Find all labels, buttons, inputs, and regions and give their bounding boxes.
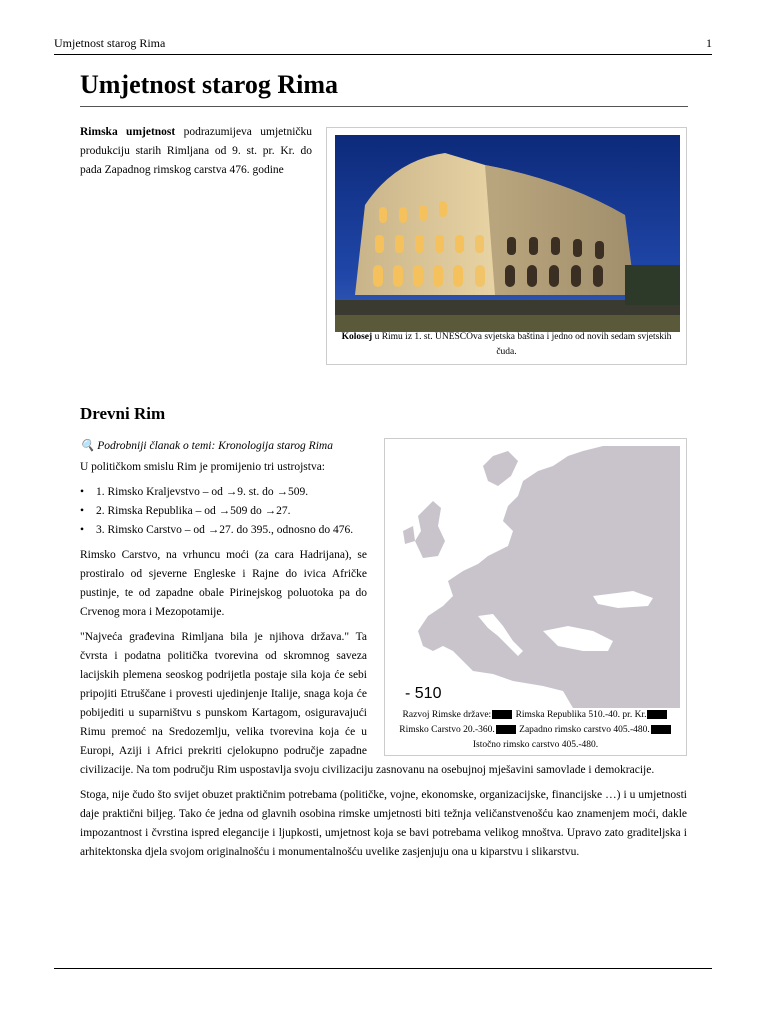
intro-text: podrazumijeva umjetničku produkciju starih Rimljana od 9. st. pr. Kr. do pada Zapadnog rimskog carstva 476. godine	[80, 126, 312, 176]
colosseum-figure	[326, 127, 687, 365]
colosseum-image[interactable]	[335, 135, 680, 332]
map-caption	[393, 708, 678, 753]
legend-swatch	[647, 710, 667, 719]
map-caption-part: Istočno rimsko carstvo 405.-480.	[472, 740, 599, 750]
map-caption-part: Razvoj Rimske države:	[402, 710, 492, 720]
list-item: • 1. Rimsko Kraljevstvo – od →9. st. do →509.	[96, 483, 687, 502]
map-year-label: - 510	[405, 685, 442, 702]
map-figure	[384, 438, 687, 756]
section-lead: U političkom smislu Rim je promijenio tri ustrojstva:	[80, 461, 326, 473]
map-caption-part: Rimska Republika 510.-40. pr. Kr.	[513, 710, 647, 720]
colosseum-caption-text: u Rimu iz 1. st. UNESCOva svjetska baština i jedno od novih sedam svjetskih čuda.	[372, 332, 672, 357]
list-item: • 2. Rimska Republika – od →509 do →27.	[96, 502, 687, 521]
list-item: • 3. Rimsko Carstvo – od →27. do 395., odnosno do 476.	[96, 521, 687, 540]
intro-bold-term[interactable]: Rimska umjetnost	[80, 126, 176, 138]
paragraph-empire-extent: Rimsko Carstvo, na vrhuncu moći (za cara Hadrijana), se prostiralo od sjeverne Engleske i Rajne do ivica Afričke pustinje, te od zapadne obale Pirinejskog poluotoka pa do Crvenog mora i Mezopotamije.	[80, 549, 367, 618]
europe-map-image[interactable]	[393, 446, 680, 708]
magnifier-icon: 🔍	[80, 440, 95, 452]
see-also-text[interactable]: Podrobniji članak o temi: Kronologija starog Rima	[97, 440, 333, 452]
footer-rule	[54, 968, 712, 969]
page-title: Umjetnost starog Rima	[80, 70, 688, 107]
map-caption-part: Zapadno rimsko carstvo 405.-480.	[516, 725, 650, 735]
legend-swatch	[651, 725, 671, 734]
paragraph-state: "Najveća građevina Rimljana bila je njihova država." Ta čvrsta i podatna politička tvorevina od skromnog saveza lacijskih plemena seoskog podrijetla postaje sila koja će sebi pripojiti Etruščane i provesti ujedinjenje Italije, snaga koja će pobijediti u suparništvu s punskom Kartagom, osiguravajući Rimu premoć na Sredozemlju, velika tvorevina koja će u Europi, Aziji i Africi prekriti cjelokupno područje zapadne civilizacije. Na tom području Rim uspostavlja svoju civilizaciju zasnovanu na osebujnoj mješavini samovlade i demokracije.	[80, 631, 655, 776]
running-header	[54, 36, 712, 55]
section-heading: Drevni Rim	[80, 404, 166, 423]
colosseum-caption	[335, 330, 678, 360]
map-caption-part: Rimsko Carstvo 20.-360.	[399, 725, 495, 735]
colosseum-caption-bold[interactable]: Kolosej	[341, 332, 373, 342]
paragraph-practical-art: Stoga, nije čudo što svijet obuzet praktičnim potrebama (političke, vojne, ekonomske, organizacijske, financijske …) i u umjetnosti daje praktični biljeg. Tako će jedna od glavnih osobina rimske umjetnosti biti težnja veličanstvenošću kao znamenjem moći, dakle impozantnost i čvrstina ispred elegancije i ljupkosti, umjetnost koja se bavi potrebama velikog mnoštva. Upravo zato graditeljska i arhitektonska djela svojom originalnošću i monumentalnošću uvelike zasjenjuju ona u kiparstvu i slikarstvu.	[80, 789, 687, 858]
page-number: 1	[706, 36, 712, 50]
intro-paragraph	[80, 123, 312, 180]
running-header-title: Umjetnost starog Rima	[54, 36, 166, 50]
legend-swatch	[492, 710, 512, 719]
see-also-note	[80, 438, 333, 452]
legend-swatch	[496, 725, 516, 734]
